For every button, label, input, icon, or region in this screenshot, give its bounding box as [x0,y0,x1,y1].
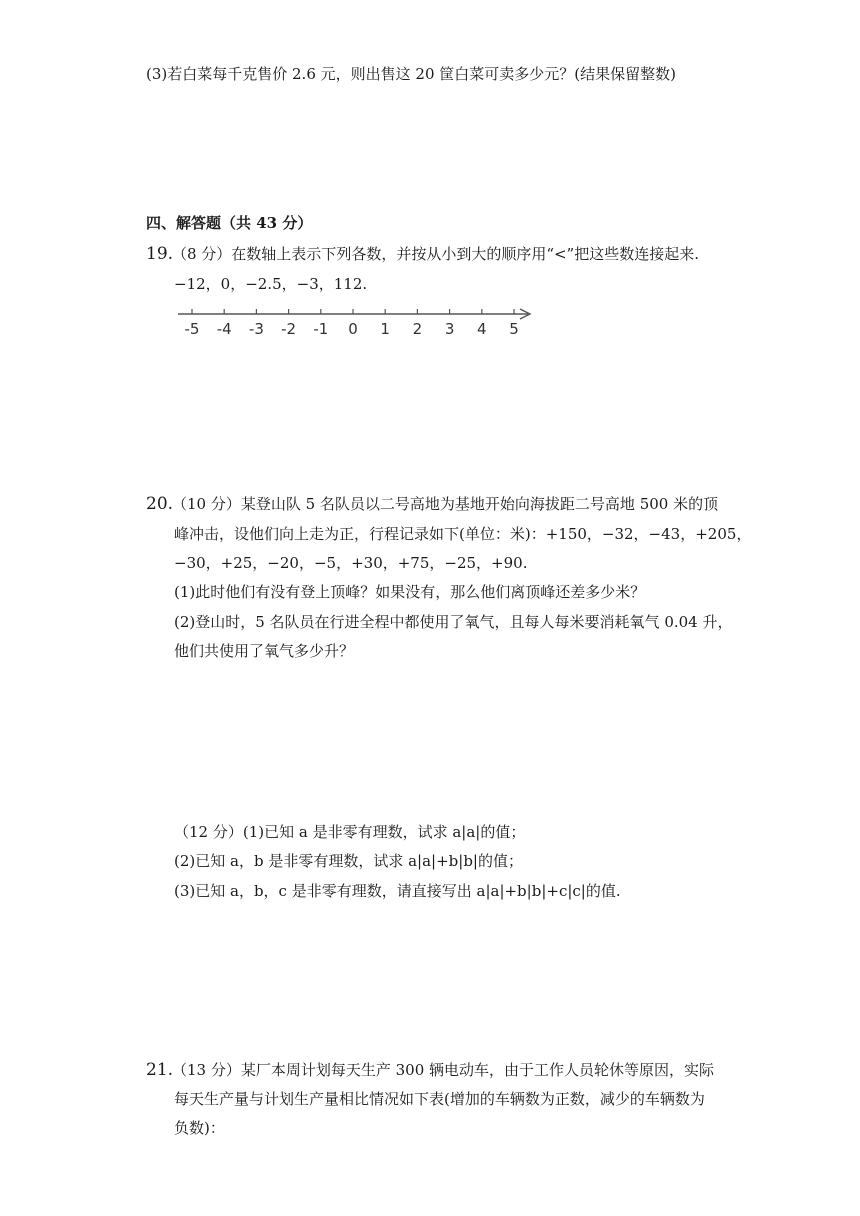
sub-question: (3)已知 a，b，c 是非零有理数，请直接写出 a|a|+b|b|+c|c|的值. [174,882,621,900]
section-title: 四、解答题（共 43 分） [146,214,313,232]
question-text: 每天生产量与计划生产量相比情况如下表(增加的车辆数为正数，减少的车辆数为 [174,1090,705,1108]
sub-question: 他们共使用了氧气多少升？ [174,642,355,660]
sub-question: (1)此时他们有没有登上顶峰？如果没有，那么他们离顶峰还差多少米？ [174,583,646,601]
question-text: （10 分）某登山队 5 名队员以二号高地为基地开始向海拔距二号高地 500 米的顶 [172,495,719,513]
axis-tick-label: 2 [412,320,423,338]
axis-tick-label: -4 [216,320,232,338]
number-list: −12，0，−2.5，−3，112. [174,275,368,293]
sub-question: (2)登山时，5 名队员在行进全程中都使用了氧气，且每人每米要消耗氧气 0.04 升， [174,613,733,631]
sub-question: (2)已知 a，b 是非零有理数，试求 a|a|+b|b|的值； [174,852,523,870]
axis-tick-label: -3 [248,320,264,338]
axis-tick-label: -1 [313,320,329,338]
axis-tick-label: 0 [348,320,358,338]
axis-tick-label: 5 [509,320,519,338]
axis-tick-label: -2 [281,320,297,338]
number-line-figure [176,300,536,340]
question-text: （13 分）某厂本周计划每天生产 300 辆电动车，由于工作人员轮休等原因，实际 [172,1061,715,1079]
question-text: （12 分）(1)已知 a 是非零有理数，试求 a|a|的值； [174,823,526,841]
question-number: 21. [146,1060,174,1080]
question-number: 20. [146,494,174,514]
question-text: −30，+25，−20，−5，+30，+75，−25，+90. [174,554,528,572]
axis-tick-label: 3 [444,320,455,338]
axis-tick-label: -5 [184,320,200,338]
axis-tick-label: 1 [380,320,390,338]
q18-part3-text: (3)若白菜每千克售价 2.6 元，则出售这 20 筐白菜可卖多少元？(结果保留整数) [146,65,676,83]
axis-tick-label: 4 [477,320,487,338]
question-text: 峰冲击，设他们向上走为正，行程记录如下(单位：米)：+150，−32，−43，+205， [174,525,752,543]
question-text: 负数)： [174,1119,225,1137]
question-text: （8 分）在数轴上表示下列各数，并按从小到大的顺序用“<”把这些数连接起来. [172,245,699,263]
question-number: 19. [146,244,174,264]
